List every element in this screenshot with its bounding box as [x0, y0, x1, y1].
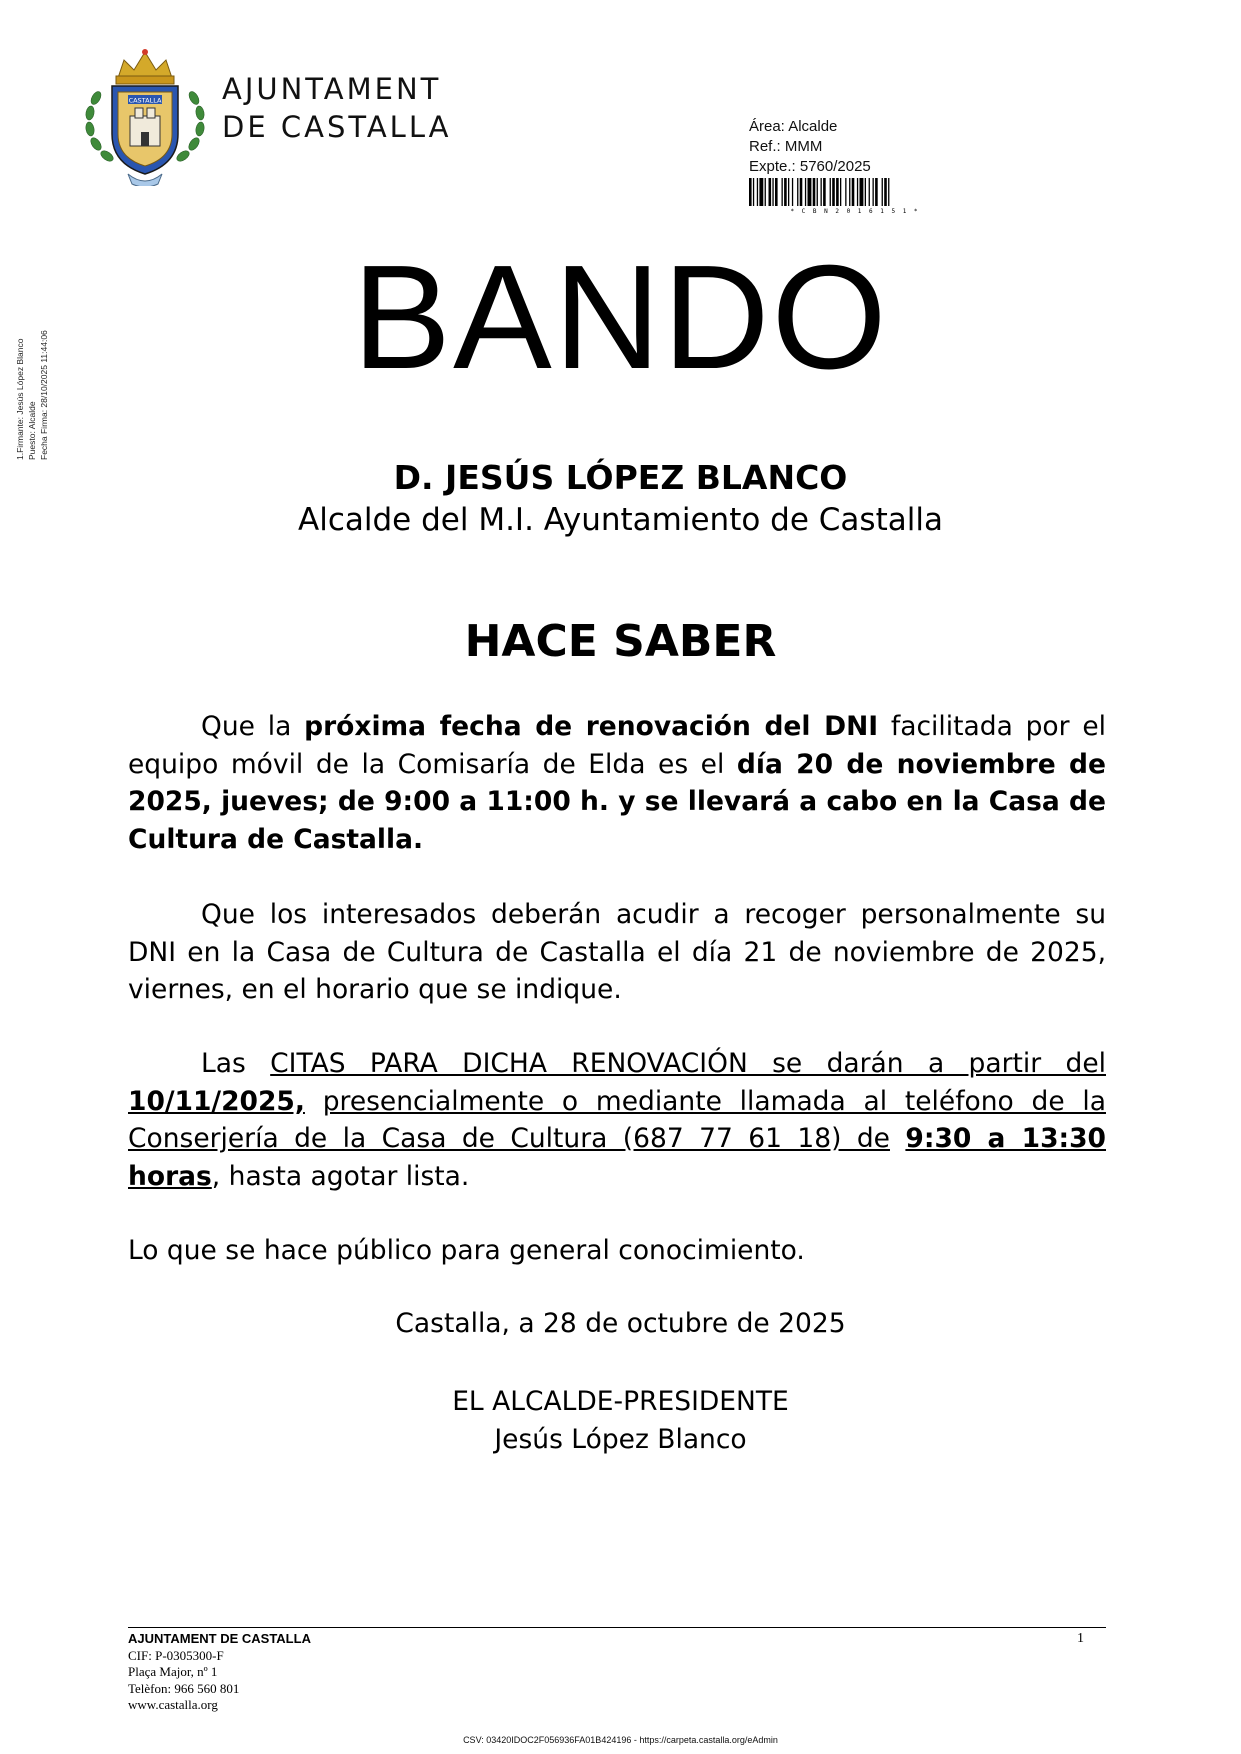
footer-phone: Telèfon: 966 560 801	[128, 1680, 240, 1696]
page-number: 1	[1077, 1631, 1084, 1646]
org-name-line1: AJUNTAMENT	[222, 72, 442, 106]
signature-block	[0, 1383, 1241, 1459]
barcode-bar	[800, 178, 803, 206]
barcode-bar	[845, 178, 846, 206]
signer-name: Jesús López Blanco	[494, 1424, 747, 1455]
paragraph-closing: Lo que se hace público para general conocimiento.	[128, 1235, 805, 1266]
barcode-bar	[823, 178, 826, 206]
barcode-bar	[765, 178, 766, 206]
paragraph-renewal-date	[128, 708, 1106, 858]
underlined-run: CITAS PARA DICHA RENOVACIÓN se darán a partir del	[270, 1048, 1106, 1079]
barcode-bar	[813, 178, 816, 206]
municipal-crest-logo	[78, 38, 212, 186]
bold-underlined-run: 9:30 a 13:30 horas	[128, 1123, 1106, 1192]
barcode-caption: * C B N 2 0 1 6 1 5 1 *	[790, 208, 920, 214]
text-run	[305, 1086, 323, 1117]
barcode-bar	[788, 178, 789, 206]
barcode-bar	[797, 178, 798, 206]
organization-name	[222, 70, 452, 146]
underlined-run: presencialmente o mediante llamada al teléfono de la Conserjería de la Casa de Cultura (687 77 61 18) de	[128, 1085, 1106, 1154]
footer-cif: CIF: P-0305300-F	[128, 1647, 224, 1663]
barcode	[749, 178, 961, 214]
barcode-bar	[805, 178, 806, 206]
barcode-bar	[875, 178, 878, 206]
signature-signer: 1.Firmante: Jesús López Blanco	[15, 338, 25, 460]
file-metadata	[749, 117, 871, 177]
barcode-bar	[857, 178, 858, 206]
barcode-bar	[759, 178, 763, 206]
barcode-bar	[772, 178, 773, 206]
barcode-bar	[792, 178, 793, 206]
signature-position: Puesto: Alcalde	[27, 401, 37, 460]
org-name-line2: DE CASTALLA	[222, 110, 452, 144]
mayor-role: Alcalde del M.I. Ayuntamiento de Castalla	[298, 502, 943, 538]
mayor-name: D. JESÚS LÓPEZ BLANCO	[393, 458, 848, 497]
barcode-bar	[782, 178, 783, 206]
barcode-bar	[784, 178, 787, 206]
barcode-bar	[817, 178, 818, 206]
text-run: facilitada por el equipo móvil de la Comisaría de Elda es el	[128, 711, 1106, 780]
barcode-bar	[873, 178, 874, 206]
text-run: Las	[201, 1048, 271, 1079]
bold-run: próxima fecha de renovación del DNI	[304, 711, 879, 742]
barcode-bar	[840, 178, 841, 206]
barcode-bar	[832, 178, 835, 206]
barcode-bar	[865, 178, 866, 206]
barcode-bar	[821, 178, 822, 206]
barcode-bar	[749, 178, 752, 206]
text-run: Que la	[201, 711, 305, 742]
text-run	[890, 1123, 905, 1154]
footer-contact	[128, 1631, 311, 1714]
barcode-bar	[869, 178, 870, 206]
place-and-date: Castalla, a 28 de octubre de 2025	[395, 1308, 846, 1339]
text-run: , hasta agotar lista.	[211, 1160, 470, 1192]
paragraph-pickup: Que los interesados deberán acudir a recoger personalmente su DNI en la Casa de Cultura de Castalla el día 21 de noviembre de 2025, viernes, en el horario que se indique.	[128, 899, 1106, 1005]
barcode-bar	[884, 178, 887, 206]
barcode-bar	[882, 178, 883, 206]
barcode-bar	[852, 178, 855, 206]
section-heading: HACE SABER	[464, 616, 777, 667]
barcode-bar	[757, 178, 758, 206]
csv-verification-code: CSV: 03420IDOC2F056936FA01B424196 - https://carpeta.castalla.org/eAdmin	[463, 1735, 778, 1745]
paragraph-appointments	[128, 1045, 1106, 1195]
meta-area: Área: Alcalde	[749, 118, 838, 135]
barcode-bar	[849, 178, 850, 206]
crest-lettering: CASTALLA	[128, 96, 162, 105]
barcode-bar	[836, 178, 839, 206]
meta-expte: Expte.: 5760/2025	[749, 158, 871, 175]
barcode-bar	[769, 178, 772, 206]
meta-ref: Ref.: MMM	[749, 138, 823, 155]
barcode-bar	[860, 178, 864, 206]
footer-org: AJUNTAMENT DE CASTALLA	[128, 1631, 311, 1646]
barcode-bar	[830, 178, 831, 206]
document-title: BANDO	[352, 235, 889, 400]
footer-web: www.castalla.org	[128, 1697, 218, 1712]
footer-divider	[128, 1627, 1106, 1628]
footer-address: Plaça Major, nº 1	[128, 1664, 218, 1679]
signature-date: Fecha Firma: 28/10/2025 11:44:06	[39, 330, 49, 460]
barcode-bar	[808, 178, 812, 206]
bold-underlined-run: 10/11/2025,	[128, 1085, 305, 1117]
barcode-bar	[753, 178, 754, 206]
barcode-bar	[775, 178, 778, 206]
barcode-bar	[888, 178, 889, 206]
bold-run: día 20 de noviembre de 2025, jueves; de 9:00 a 11:00 h. y se llevará a cabo en la Casa de Cultura de Castalla.	[128, 748, 1106, 855]
signer-title: EL ALCALDE-PRESIDENTE	[452, 1386, 789, 1417]
